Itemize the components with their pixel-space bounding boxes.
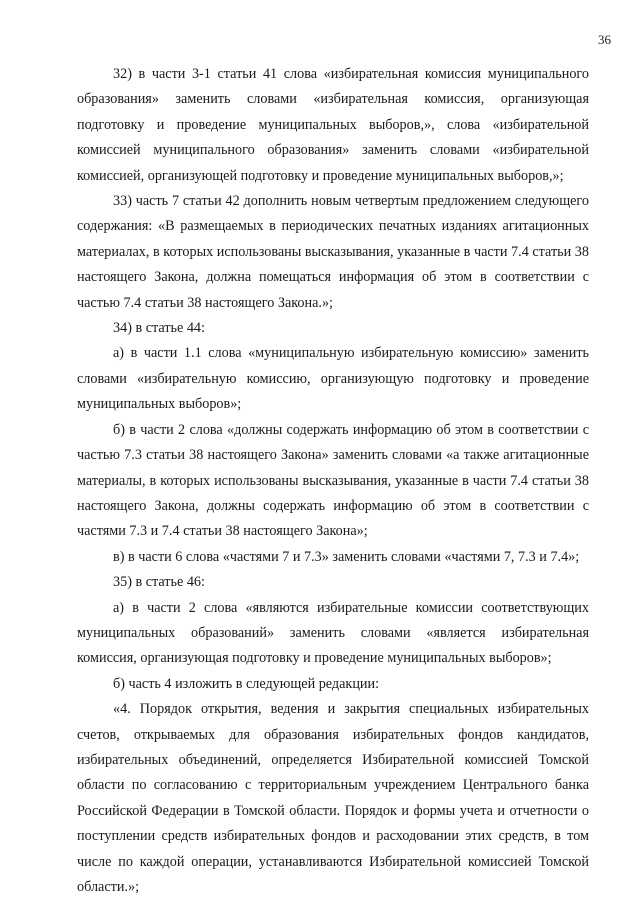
page-number: 36 [598,32,611,47]
paragraph-item-32: 32) в части 3-1 статьи 41 слова «избирательная комиссия муниципального образования» заменить словами «избирательная комиссия, организующая подготовку и проведение муниципальных выборов,», слова «избирательной комиссией муниципального образования» заменить словами «избирательной комиссией, организующей подготовку и проведение муниципальных выборов,»; [77,66,589,184]
paragraph-34-a: а) в части 1.1 слова «муниципальную избирательную комиссию» заменить словами «избирательную комиссию, организующую подготовку и проведение муниципальных выборов»; [77,345,589,413]
document-body [77,62,589,900]
paragraph-35-b: б) часть 4 изложить в следующей редакции: [113,675,380,692]
paragraph-34-v: в) в части 6 слова «частями 7 и 7.3» заменить словами «частями 7, 7.3 и 7.4»; [113,548,580,565]
paragraph-35-b-new-text: «4. Порядок открытия, ведения и закрытия специальных избирательных счетов, открываемых для образования избирательных фондов кандидатов, избирательных объединений, определяется Избирательной комиссией Томской области по согласованию с территориальным учреждением Центрального банка Российской Федерации в Томской области. Порядок и формы учета и отчетности о поступлении средств избирательных фондов и расходовании этих средств, в том числе по каждой операции, устанавливаются Избирательной комиссией Томской области.»; [77,701,589,895]
paragraph-item-34: 34) в статье 44: [113,320,205,337]
paragraph-item-35: 35) в статье 46: [113,574,205,591]
paragraph-35-a: а) в части 2 слова «являются избирательные комиссии соответствующих муниципальных образований» заменить словами «является избирательная комиссия, организующая подготовку и проведение муниципальных выборов»; [77,599,589,667]
paragraph-item-33: 33) часть 7 статьи 42 дополнить новым четвертым предложением следующего содержания: «В размещаемых в периодических печатных изданиях агитационных материалах, в которых использованы высказывания, указанные в части 7.4 статьи 38 настоящего Закона, должна помещаться информация об этом в соответствии с частью 7.4 статьи 38 настоящего Закона.»; [77,193,589,311]
paragraph-34-b: б) в части 2 слова «должны содержать информацию об этом в соответствии с частью 7.3 статьи 38 настоящего Закона» заменить словами «а также агитационные материалы, в которых использованы высказывания, указанные в части 7.4 статьи 38 настоящего Закона, должны содержать информацию об этом в соответствии с частями 7.3 и 7.4 статьи 38 настоящего Закона»; [77,421,589,540]
